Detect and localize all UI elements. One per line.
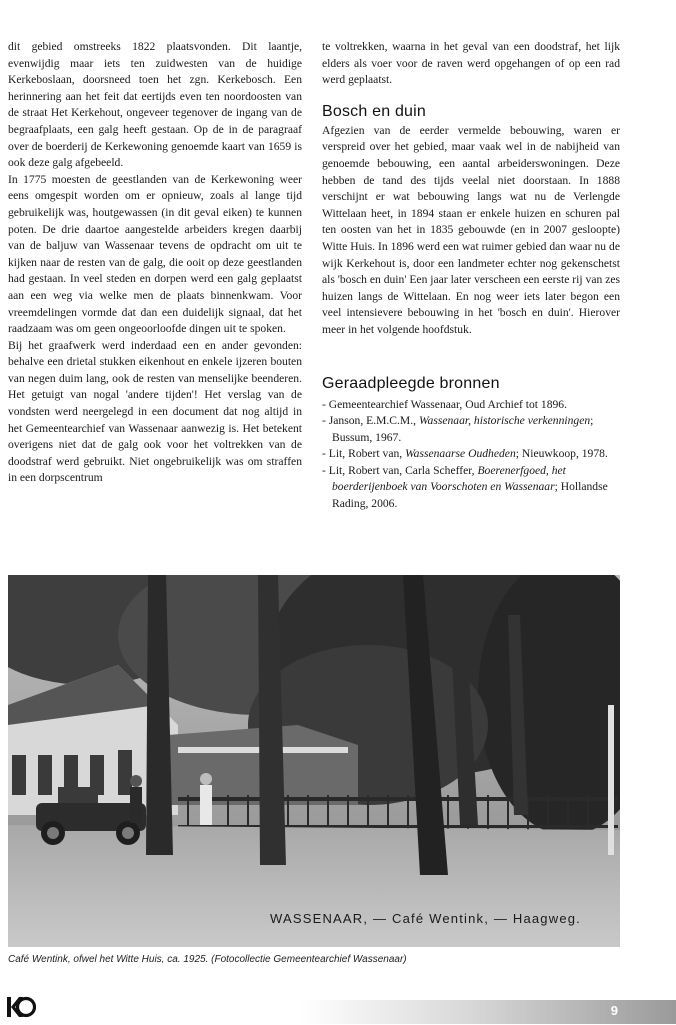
right-column	[322, 39, 620, 513]
section-heading: Geraadpleegde bronnen	[322, 374, 500, 392]
figure-caption: Café Wentink, ofwel het Witte Huis, ca. 1925. (Fotocollectie Gemeentearchief Wassenaar)	[8, 954, 407, 965]
paragraph: Bij het graafwerk werd inderdaad een en ander gevonden: behalve een drietal stukken eikenhout en enkele ijzeren bouten van negen duim lang, ook de resten van menselijke beenderen. Het getuigt van nogal 'andere tijden'! Het verslag van de vondsten werd neergelegd in een document dat nog altijd in het Gemeentearchief van Wassenaar aanwezig is. Het betekent overigens niet dat de galg ook voor het voltrekken van de doodstraf werd gebruikt. Niet ongebruikelijk was om straffen in een dorpscentrum	[8, 338, 302, 485]
historic-photo	[8, 575, 620, 947]
sources-list	[322, 397, 620, 513]
paragraph: dit gebied omstreeks 1822 plaatsvonden. Dit laantje, evenwijdig maar iets ten zuidwesten van de huidige Kerkeboslaan, doorsneed toen het zgn. Kerkebosch. Een herinnering aan het feit dat eertijds even ten noordoosten van de straat Het Kerkehout, ongeveer tegenover de ingang van de begraafplaats, een galg heeft gestaan. Op de in de paragraaf over de boerderij de Kerkewoning genoemde kaart van 1659 is ook deze galg afgebeeld.	[8, 40, 302, 170]
footer-band	[300, 1000, 676, 1024]
left-column	[8, 39, 302, 487]
ko-logo-icon	[6, 994, 36, 1020]
paragraph: te voltrekken, waarna in het geval van een doodstraf, het lijk elders als voer voor de raven werd opgehangen of op een rad werd geplaatst.	[322, 40, 620, 87]
section-heading: Bosch en duin	[322, 102, 427, 120]
source-item: - Lit, Robert van, Wassenaarse Oudheden; Nieuwkoop, 1978.	[322, 447, 608, 461]
source-item: - Janson, E.M.C.M., Wassenaar, historische verkenningen; Bussum, 1967.	[322, 414, 594, 444]
page-number: 9	[610, 1003, 618, 1018]
source-item: - Lit, Robert van, Carla Scheffer, Boerenerfgoed, het boerderijenboek van Voorschoten en Wassenaar; Hollandse Rading, 2006.	[322, 463, 608, 511]
photo-illustration	[8, 575, 620, 947]
source-item: - Gemeentearchief Wassenaar, Oud Archief tot 1896.	[322, 397, 567, 411]
paragraph: Afgezien van de eerder vermelde bebouwing, waren er verspreid over het gebied, maar vaak wel in de nabijheid van genoemde bebouwing, een aantal arbeiderswoningen. Deze hebben de tand des tijds veelal niet doorstaan. In 1888 verschijnt er wat bebouwing langs wat nu de Verlengde Wittelaan heet, in 1894 staan er enkele huizen en schuren pal ten oosten van het in 1835 gebouwde (en in 2007 gesloopte) Witte Huis. In 1896 werd een wat ruimer gebied dan waar nu de wijk Kerkehout is, door een landmeter echter nog gekenschetst als 'bosch en duin' Een jaar later verscheen een eerste rij van zes huizen langs de Wittelaan. En nog weer iets later begon een veel intensievere bebouwing in het 'bosch en duin'. Hierover meer in het volgende hoofdstuk.	[322, 123, 620, 336]
photo-inscription: WASSENAAR, — Café Wentink, — Haagweg.	[270, 911, 581, 926]
paragraph: In 1775 moesten de geestlanden van de Kerkewoning weer eens omgespit worden om er opnieuw, zoals al lange tijd gebruikelijk was, houtgewassen (in dit geval eiken) te kunnen poten. De drie daartoe aangestelde arbeiders kregen daarbij van de baljuw van Wassenaar tevens de opdracht om uit te kijken naar de resten van de galg, die ooit op deze geestlanden had gestaan. In veel steden en dorpen werd een galg geplaatst aan een weg via welke men de plaats binnenkwam. Voor vreemdelingen vormde dat dan een duidelijk signaal, dat het raadzaam was om geen ongeoorloofde dingen uit te spoken.	[8, 172, 302, 336]
